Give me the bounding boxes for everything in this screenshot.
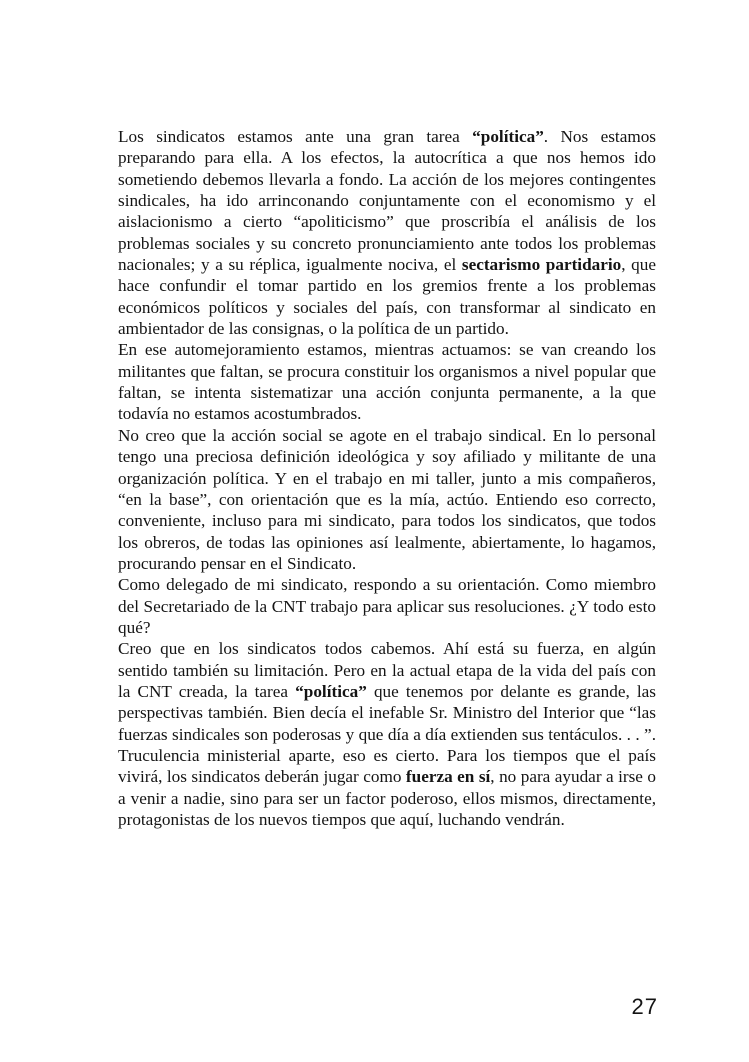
page-number: 27 — [631, 994, 658, 1019]
text-run: , que hace confundir el tomar partido en los gremios frente a los problemas económicos políticos y sociales del país, con transformar al sindicato en ambientador de las consignas, o la política de un partido. — [118, 255, 656, 339]
body-text — [118, 126, 656, 830]
text-run: Los sindicatos estamos ante una gran tarea — [118, 127, 473, 146]
text-run: . Nos estamos preparando para ella. A los efectos, la autocrítica a que nos hemos ido sometiendo debemos llevarla a fondo. La acción de los mejores contingentes sindicales, ha ido arrinconando conjuntamente con el economismo y el aislacionismo a cierto “apoliticismo” que proscribía el análisis de los problemas sociales y su concreto pronunciamiento ante todos los problemas nacionales; y a su réplica, igualmente nociva, el — [118, 127, 656, 275]
text-run: No creo que la acción social se agote en el trabajo sindical. En lo personal tengo una preciosa definición ideológica y soy afiliado y militante de una organización política. Y en el trabajo en mi taller, junto a mis compañeros, “en la base”, con orientación que es la mía, actúo. Entiendo eso correcto, conveniente, incluso para mi sindicato, para todos los sindicatos, que todos los obreros, de todas las opiniones así lealmente, abiertamente, lo hagamos, procurando pensar en el Sindicato. — [118, 425, 656, 573]
text-run: Como delegado de mi sindicato, respondo a su orientación. Como miembro del Secretariado de la CNT trabajo para aplicar sus resoluciones. ¿Y todo esto qué? — [118, 575, 656, 637]
bold-text-run: sectarismo partidario — [461, 255, 622, 275]
text-run: En ese automejoramiento estamos, mientras actuamos: se van creando los militantes que faltan, se procura constituir los organismos a nivel popular que faltan, se intenta sistematizar una acción conjunta permanente, a la que todavía no estamos acostumbrados. — [118, 340, 656, 424]
paragraph — [118, 126, 656, 339]
text-run: Creo que en los sindicatos todos cabemos. Ahí está su fuerza, en algún sentido también su limitación. Pero en la actual etapa de la vida del país con la CNT creada, la tarea — [118, 639, 656, 701]
bold-text-run: “política” — [295, 681, 367, 701]
paragraph — [118, 425, 656, 574]
bold-text-run: fuerza en sí — [405, 767, 491, 787]
paragraph — [118, 574, 656, 638]
text-run: , no para ayudar a irse o a venir a nadie, sino para ser un factor poderoso, ellos mismos, directamente, protagonistas de los nuevos tiempos que aquí, luchando vendrán. — [118, 767, 656, 829]
bold-text-run: “política” — [472, 127, 544, 146]
paragraph — [118, 638, 656, 830]
paragraph — [118, 339, 656, 424]
text-run: que tenemos por delante es grande, las perspectivas también. Bien decía el inefable Sr. Ministro del Interior que “las fuerzas sindicales son poderosas y que día a día extienden sus tentáculos. . . ”. Truculencia ministerial aparte, eso es cierto. Para los tiempos que el país vivirá, los sindicatos deberán jugar como — [118, 681, 656, 787]
